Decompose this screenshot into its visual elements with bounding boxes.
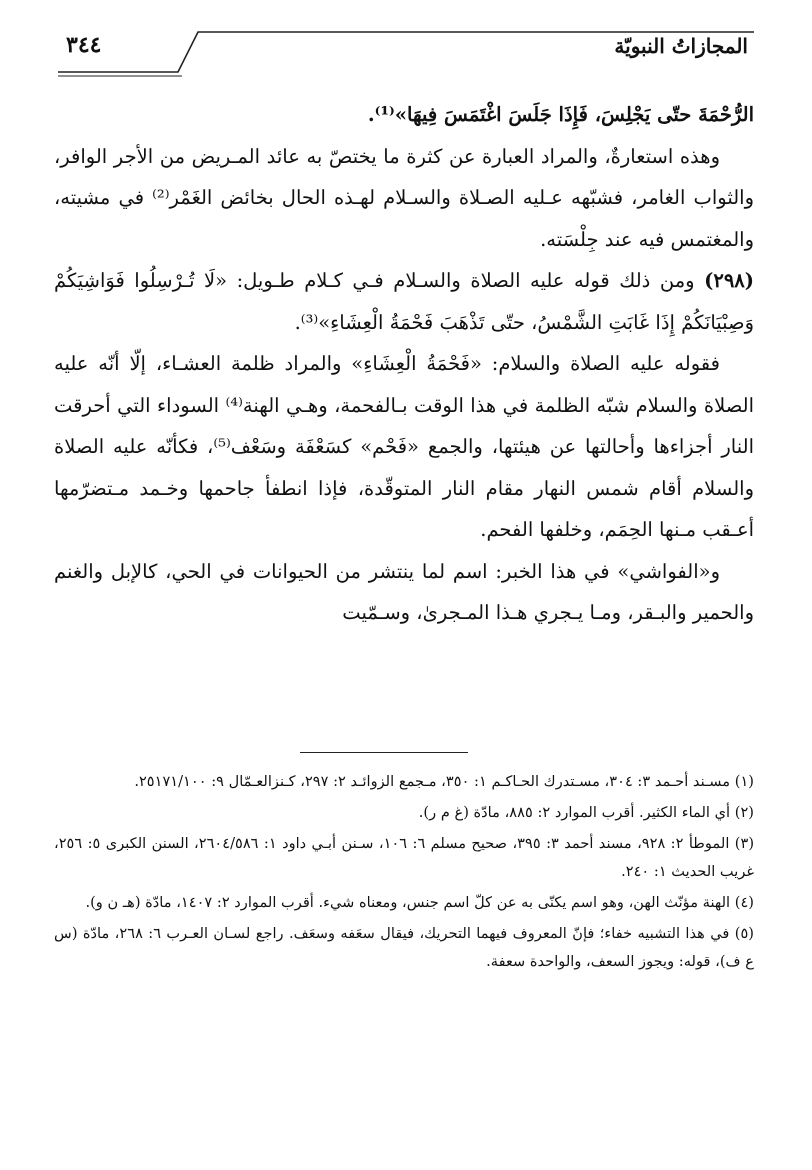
- footnote-number: (٢): [734, 804, 754, 821]
- footnote-4: [54, 889, 754, 917]
- footnote-text: مسـند أحـمد ٣: ٣٠٤، مسـتدرك الحـاكـم ١: ٣٥٠، مـجمع الزوائـد ٢: ٢٩٧، كـنزالعـمّال ٩: ٢٥١٧١/١٠٠.: [134, 773, 731, 790]
- footnote-3: [54, 830, 754, 886]
- footnote-number: (٥): [734, 925, 754, 942]
- running-title: المجازاتُ النبويّة: [614, 34, 748, 58]
- item-number: (٢٩٨): [704, 269, 754, 292]
- footnote-text: الموطأ ٢: ٩٢٨، مسند أحمد ٣: ٣٩٥، صحيح مسلم ٦: ١٠٦، سـنن أبـي داود ١: ٢٦٠٤/٥٨٦، السنن الكبرى ٥: ٢٥٦، غريب الحديث ١: ٢٤٠.: [54, 835, 754, 880]
- numbered-item: [54, 260, 754, 343]
- main-text: [54, 94, 754, 634]
- paragraph-3: و«الفواشي» في هذا الخبر: اسم لما ينتشر من الحيوانات في الحي، كالإبل والغنم والحمير والبـقر، ومـا يـجري هـذا المـجرىٰ، وسـمّيت: [54, 559, 754, 624]
- hadith-continuation: الرُّحْمَةَ حتّى يَجْلِسَ، فَإِذَا جَلَسَ اغْتَمَسَ فِيهَا»⁽¹⁾.: [367, 103, 754, 126]
- item-text: ومن ذلك قوله عليه الصلاة والسـلام فـي كـلام طـويل: «لَا تُـرْسِلُوا فَوَاشِيَكُمْ وَصِبْيَانَكُمْ إِذَا غَابَتِ الشَّمْسُ، حتّى تَذْهَبَ فَحْمَةُ الْعِشَاءِ»⁽³⁾.: [54, 269, 754, 334]
- footnote-1: [54, 768, 754, 796]
- footnote-number: (٤): [734, 894, 754, 911]
- page-number: ٣٤٤: [66, 32, 102, 58]
- paragraph-1: وهذه استعارةٌ، والمراد العبارة عن كثرة ما يختصّ به عائد المـريض من الأجر الوافر، والثواب الغامر، فشبّهه عـليه الصـلاة والسـلام لهـذه الحال بخائض الغَمْر⁽²⁾ في مشيته، والمغتمس فيه عند جِلْسَته.: [54, 144, 754, 251]
- footnote-2: [54, 799, 754, 827]
- page-header: [58, 28, 754, 80]
- footnotes: [54, 768, 754, 979]
- footnote-text: أي الماء الكثير. أقرب الموارد ٢: ٨٨٥، مادّة (غ م ر).: [418, 804, 731, 821]
- footnote-separator: [300, 752, 468, 753]
- footnote-number: (٣): [734, 835, 755, 852]
- footnote-number: (١): [734, 773, 754, 790]
- paragraph-2: فقوله عليه الصلاة والسلام: «فَحْمَةُ الْعِشَاءِ» والمراد ظلمة العشـاء، إلّا أنّه عليه الصلاة والسلام شبّه الظلمة في هذا الوقت بـالفحمة، وهـي الهنة⁽⁴⁾ السوداء التي أحرقت النار أجزاءها وأحالتها عن هيئتها، والجمع «فَحْم» كسَعْفَة وسَعْف⁽⁵⁾، فكأنّه عليه الصلاة والسلام أقام شمس النهار مقام النار المتوقّدة، فإذا انطفأ جاحمها وخـمد مـتضرّمها أعـقب مـنها الحِمَم، وخلفها الفحم.: [54, 352, 754, 541]
- footnote-text: في هذا التشبيه خفاء؛ فإنّ المعروف فيهما التحريك، فيقال سعَفه وسعَف. راجع لسـان العـرب ٦: ٢٦٨، مادّة (س ع ف)، قوله: ويجوز السعف، والواحدة سعفة.: [54, 925, 754, 970]
- footnote-text: الهنة مؤنّث الهن، وهو اسم يكنّى به عن كلّ اسم جنس، ومعناه شيء. أقرب الموارد ٢: ١٤٠٧، مادّة (هـ ن و).: [85, 894, 731, 911]
- footnote-5: [54, 920, 754, 976]
